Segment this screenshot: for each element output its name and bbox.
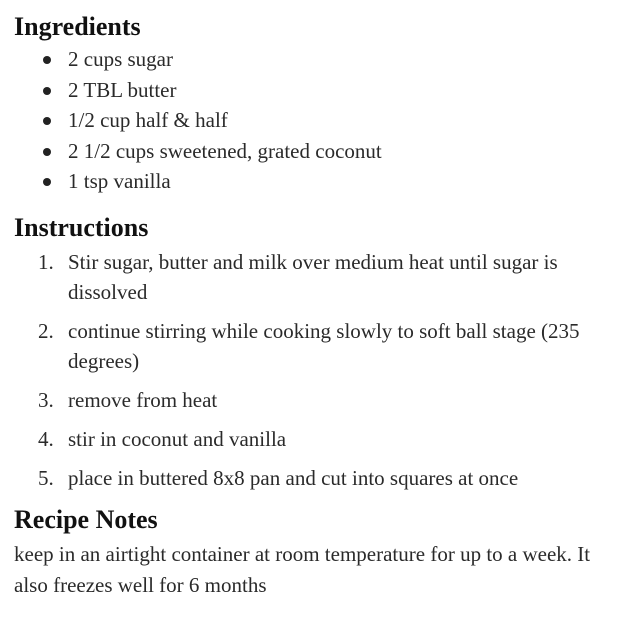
ingredient-item: [14, 166, 634, 197]
recipe-notes-heading: Recipe Notes: [14, 504, 158, 534]
step-number: 5.: [38, 465, 54, 490]
ingredient-item: [14, 105, 634, 136]
ingredient-text: 2 cups sugar: [68, 47, 173, 71]
instruction-step: [14, 424, 634, 454]
instruction-step: [14, 463, 634, 493]
ingredients-list: [14, 44, 634, 197]
ingredients-heading: Ingredients: [14, 12, 141, 41]
ingredient-text: 1/2 cup half & half: [68, 108, 228, 132]
ingredient-text: 1 tsp vanilla: [68, 169, 171, 193]
ingredient-item: [14, 136, 634, 167]
instruction-step: [14, 316, 634, 376]
bullet-icon: [43, 56, 51, 64]
step-number: 3.: [38, 387, 54, 412]
instructions-list: [14, 247, 634, 493]
ingredient-text: 2 TBL butter: [68, 77, 177, 102]
step-number: 1.: [38, 249, 54, 274]
bullet-icon: [43, 117, 51, 125]
ingredient-text: 2 1/2 cups sweetened, grated coconut: [68, 138, 382, 163]
step-text: stir in coconut and vanilla: [68, 426, 287, 451]
instructions-heading: Instructions: [14, 212, 149, 242]
recipe-card: [14, 0, 634, 601]
bullet-icon: [43, 178, 51, 186]
step-text: place in buttered 8x8 pan and cut into squares at once: [68, 465, 519, 490]
recipe-notes-text: keep in an airtight container at room temperature for up to a week. It also freezes well for 6 months: [14, 541, 591, 597]
bullet-icon: [43, 148, 51, 156]
step-number: 2.: [38, 318, 54, 343]
ingredient-item: [14, 44, 634, 75]
instruction-step: [14, 385, 634, 415]
step-text: remove from heat: [68, 387, 218, 412]
ingredient-item: [14, 75, 634, 106]
step-number: 4.: [38, 426, 54, 451]
step-text: continue stirring while cooking slowly to soft ball stage (235 degrees): [68, 318, 580, 373]
instruction-step: [14, 247, 634, 307]
step-text: Stir sugar, butter and milk over medium heat until sugar is dissolved: [68, 249, 558, 304]
bullet-icon: [43, 87, 51, 95]
